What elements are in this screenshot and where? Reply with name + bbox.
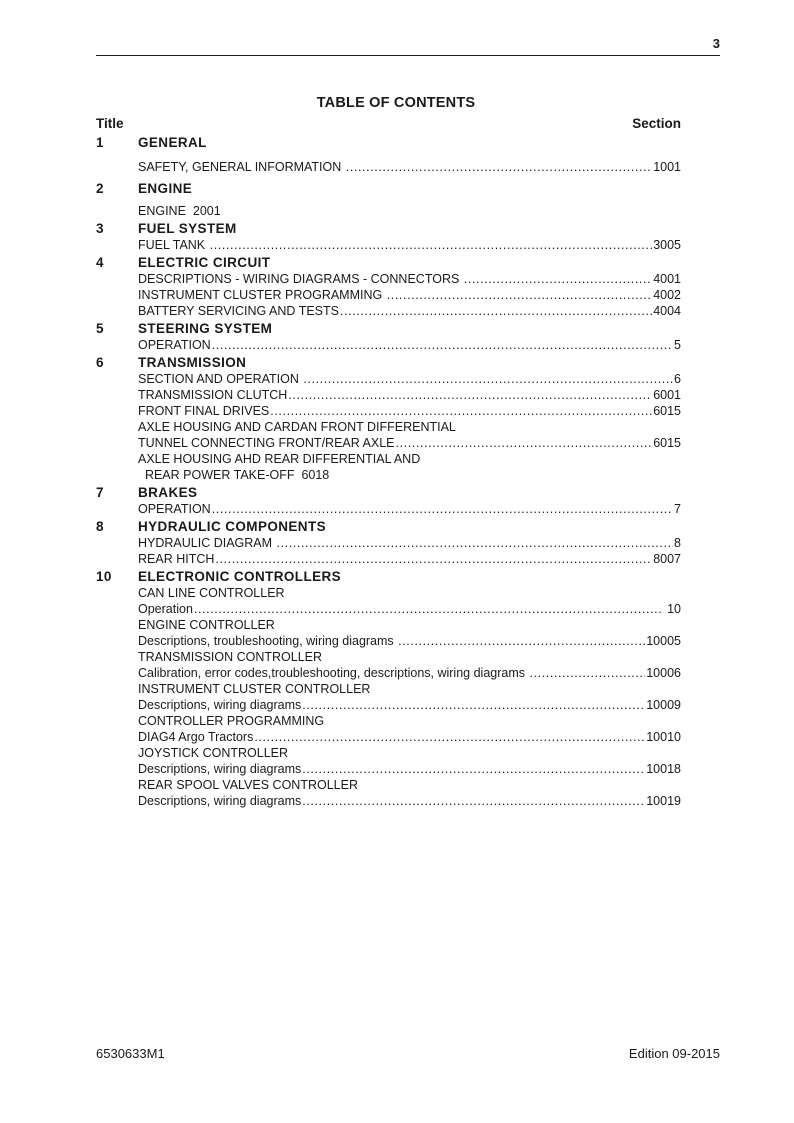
entry-label: AXLE HOUSING AHD REAR DIFFERENTIAL AND	[138, 452, 421, 466]
dot-leader	[212, 337, 673, 353]
chapter-heading	[96, 483, 681, 501]
entry-label: Descriptions, wiring diagrams	[138, 794, 302, 808]
toc-chapter	[96, 483, 681, 517]
toc-chapter	[96, 567, 681, 809]
entry-label: REAR POWER TAKE-OFF 6018	[138, 468, 330, 482]
dot-leader	[254, 729, 645, 745]
entry-label: AXLE HOUSING AND CARDAN FRONT DIFFERENTIAL	[138, 420, 456, 434]
chapter-heading	[96, 219, 681, 237]
dot-leader	[387, 287, 652, 303]
entry-label: Descriptions, troubleshooting, wiring diagrams	[138, 634, 398, 648]
entry-label: Descriptions, wiring diagrams	[138, 698, 302, 712]
toc-entry	[138, 501, 681, 517]
chapter-number: 3	[96, 221, 104, 236]
edition-label: Edition 09-2015	[628, 1046, 720, 1061]
entry-section-number: 6015	[653, 404, 681, 418]
entry-label: TRANSMISSION CONTROLLER	[138, 650, 323, 664]
entry-section-number: 10009	[646, 698, 681, 712]
toc-chapter	[96, 179, 681, 219]
entry-section-number: 3005	[653, 238, 681, 252]
entry-label: INSTRUMENT CLUSTER CONTROLLER	[138, 682, 371, 696]
chapter-heading	[96, 133, 681, 151]
entry-section-number: 10005	[646, 634, 681, 648]
dot-leader	[270, 403, 652, 419]
dot-leader	[215, 551, 652, 567]
toc-entry	[138, 287, 681, 303]
toc-subheading	[138, 617, 681, 633]
toc-chapter	[96, 133, 681, 179]
chapter-heading	[96, 179, 681, 197]
toc-entry	[138, 237, 681, 253]
page-number: 3	[712, 36, 720, 51]
chapter-number: 10	[96, 569, 112, 584]
toc-subheading	[138, 419, 681, 435]
chapter-title: HYDRAULIC COMPONENTS	[138, 519, 327, 534]
toc-subheading	[138, 649, 681, 665]
chapter-number: 1	[96, 135, 104, 150]
chapter-title: GENERAL	[138, 135, 207, 150]
entry-section-number: 10	[663, 602, 681, 616]
toc-entry	[138, 159, 681, 175]
dot-leader	[303, 371, 673, 387]
dot-leader	[302, 793, 645, 809]
chapter-title: BRAKES	[138, 485, 198, 500]
entry-label: Calibration, error codes,troubleshooting, descriptions, wiring diagrams	[138, 666, 529, 680]
entry-section-number: 8007	[653, 552, 681, 566]
toc-entry	[138, 403, 681, 419]
entry-label: TUNNEL CONNECTING FRONT/REAR AXLE	[138, 436, 395, 450]
toc-entry	[138, 729, 681, 745]
entry-label: BATTERY SERVICING AND TESTS	[138, 304, 339, 318]
dot-leader	[194, 601, 663, 617]
entry-section-number: 8	[674, 536, 681, 550]
toc-subheading	[138, 681, 681, 697]
toc-subheading	[138, 203, 681, 219]
toc-entry	[138, 551, 681, 567]
toc-subheading	[138, 745, 681, 761]
entry-label: SECTION AND OPERATION	[138, 372, 303, 386]
entry-label: REAR HITCH	[138, 552, 215, 566]
chapter-heading	[96, 319, 681, 337]
toc-entry	[138, 435, 681, 451]
entry-label: OPERATION	[138, 502, 211, 516]
chapter-number: 2	[96, 181, 104, 196]
toc-subheading	[138, 451, 681, 467]
chapter-heading	[96, 517, 681, 535]
column-headers	[96, 116, 681, 132]
entry-section-number: 7	[674, 502, 681, 516]
entry-label: Descriptions, wiring diagrams	[138, 762, 302, 776]
toc-entry	[138, 535, 681, 551]
dot-leader	[210, 237, 653, 253]
entry-section-number: 6015	[653, 436, 681, 450]
toc-entry	[138, 665, 681, 681]
entry-section-number: 4001	[653, 272, 681, 286]
entry-label: ENGINE CONTROLLER	[138, 618, 275, 632]
toc-entry	[138, 633, 681, 649]
chapter-title: ELECTRONIC CONTROLLERS	[138, 569, 342, 584]
toc-entry	[138, 337, 681, 353]
toc-subheading	[138, 585, 681, 601]
chapter-number: 7	[96, 485, 104, 500]
toc-entry	[138, 761, 681, 777]
toc-chapter	[96, 517, 681, 567]
dot-leader	[302, 697, 645, 713]
entry-section-number: 10018	[646, 762, 681, 776]
chapter-title: STEERING SYSTEM	[138, 321, 273, 336]
entry-section-number: 10006	[646, 666, 681, 680]
dot-leader	[398, 633, 645, 649]
toc-list	[96, 133, 681, 809]
entry-label: DIAG4 Argo Tractors	[138, 730, 254, 744]
chapter-title: FUEL SYSTEM	[138, 221, 237, 236]
entry-section-number: 6001	[653, 388, 681, 402]
toc-entry	[138, 697, 681, 713]
toc-subheading	[138, 713, 681, 729]
entry-label: HYDRAULIC DIAGRAM	[138, 536, 276, 550]
entry-label: JOYSTICK CONTROLLER	[138, 746, 289, 760]
entry-label: CONTROLLER PROGRAMMING	[138, 714, 325, 728]
toc-chapter	[96, 253, 681, 319]
dot-leader	[277, 535, 674, 551]
chapter-heading	[96, 253, 681, 271]
dot-leader	[464, 271, 652, 287]
dot-leader	[529, 665, 645, 681]
toc-entry	[138, 387, 681, 403]
entry-section-number: 10019	[646, 794, 681, 808]
dot-leader	[288, 387, 652, 403]
entry-label: TRANSMISSION CLUTCH	[138, 388, 288, 402]
toc-subheading	[138, 777, 681, 793]
entry-section-number: 10010	[646, 730, 681, 744]
dot-leader	[346, 159, 652, 175]
entry-label: DESCRIPTIONS - WIRING DIAGRAMS - CONNECTORS	[138, 272, 463, 286]
entry-section-number: 4002	[653, 288, 681, 302]
chapter-title: TRANSMISSION	[138, 355, 247, 370]
column-header-section: Section	[632, 116, 681, 131]
toc-chapter	[96, 219, 681, 253]
toc-entry	[138, 371, 681, 387]
chapter-number: 6	[96, 355, 104, 370]
entry-label: REAR SPOOL VALVES CONTROLLER	[138, 778, 358, 792]
entry-label: OPERATION	[138, 338, 211, 352]
dot-leader	[302, 761, 645, 777]
document-code: 6530633M1	[96, 1046, 165, 1061]
entry-label: FUEL TANK	[138, 238, 209, 252]
chapter-title: ENGINE	[138, 181, 193, 196]
chapter-title: ELECTRIC CIRCUIT	[138, 255, 271, 270]
entry-label: CAN LINE CONTROLLER	[138, 586, 285, 600]
toc-entry	[138, 601, 681, 617]
entry-section-number: 1001	[653, 160, 681, 174]
dot-leader	[340, 303, 652, 319]
toc-chapter	[96, 319, 681, 353]
dot-leader	[396, 435, 653, 451]
entry-label: SAFETY, GENERAL INFORMATION	[138, 160, 345, 174]
chapter-heading	[96, 567, 681, 585]
entry-section-number: 4004	[653, 304, 681, 318]
chapter-number: 5	[96, 321, 104, 336]
entry-label: ENGINE 2001	[138, 204, 221, 218]
toc-chapter	[96, 353, 681, 483]
entry-label: Operation	[138, 602, 193, 616]
chapter-number: 4	[96, 255, 104, 270]
toc-subheading	[138, 467, 681, 483]
toc-title: TABLE OF CONTENTS	[316, 95, 476, 111]
header-rule	[96, 55, 720, 56]
toc-entry	[138, 793, 681, 809]
entry-label: INSTRUMENT CLUSTER PROGRAMMING	[138, 288, 386, 302]
entry-section-number: 6	[674, 372, 681, 386]
entry-section-number: 5	[674, 338, 681, 352]
dot-leader	[212, 501, 673, 517]
toc-entry	[138, 271, 681, 287]
column-header-title: Title	[96, 116, 124, 131]
entry-label: FRONT FINAL DRIVES	[138, 404, 270, 418]
chapter-heading	[96, 353, 681, 371]
chapter-number: 8	[96, 519, 104, 534]
toc-entry	[138, 303, 681, 319]
